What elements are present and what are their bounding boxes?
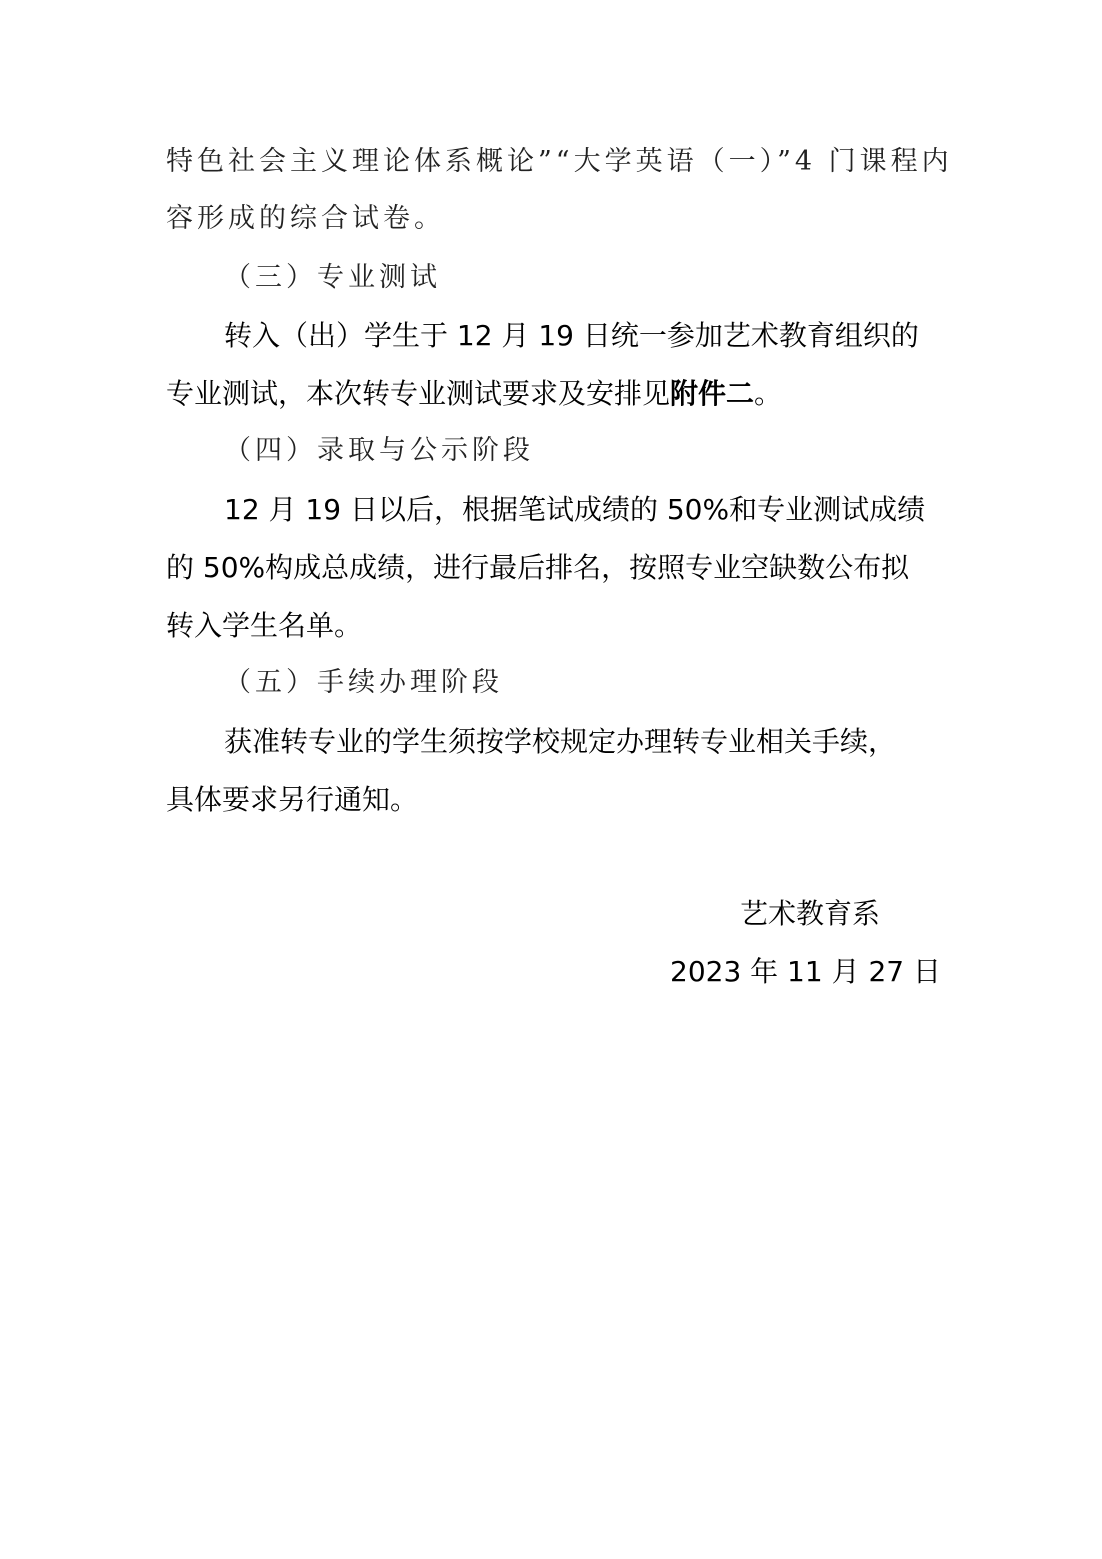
paragraph-line: 转入（出）学生于 12 月 19 日统一参加艺术教育组织的	[224, 319, 919, 352]
section-heading: （四）录取与公示阶段	[224, 435, 534, 466]
paragraph-text: 专业测试，本次转专业测试要求及安排见	[166, 377, 671, 410]
paragraph-line: 转入学生名单。	[166, 609, 363, 642]
signature-date: 2023 年 11 月 27 日	[670, 955, 942, 988]
paragraph-line	[166, 377, 783, 410]
section-heading: （五）手续办理阶段	[224, 667, 503, 698]
paragraph-line: 具体要求另行通知。	[166, 783, 419, 816]
paragraph-line: 的 50%构成总成绩，进行最后排名，按照专业空缺数公布拟	[166, 551, 910, 584]
signature-department: 艺术教育系	[740, 897, 881, 930]
paragraph-line: 12 月 19 日以后，根据笔试成绩的 50%和专业测试成绩	[224, 493, 926, 526]
paragraph-line: 特色社会主义理论体系概论”“大学英语（一）”4 门课程内	[166, 146, 953, 177]
paragraph-line: 获准转专业的学生须按学校规定办理转专业相关手续，	[224, 725, 897, 758]
paragraph-text: 。	[754, 377, 783, 410]
attachment-reference: 附件二	[670, 377, 755, 410]
section-heading: （三）专业测试	[224, 262, 441, 293]
paragraph-line: 容形成的综合试卷。	[166, 203, 445, 234]
